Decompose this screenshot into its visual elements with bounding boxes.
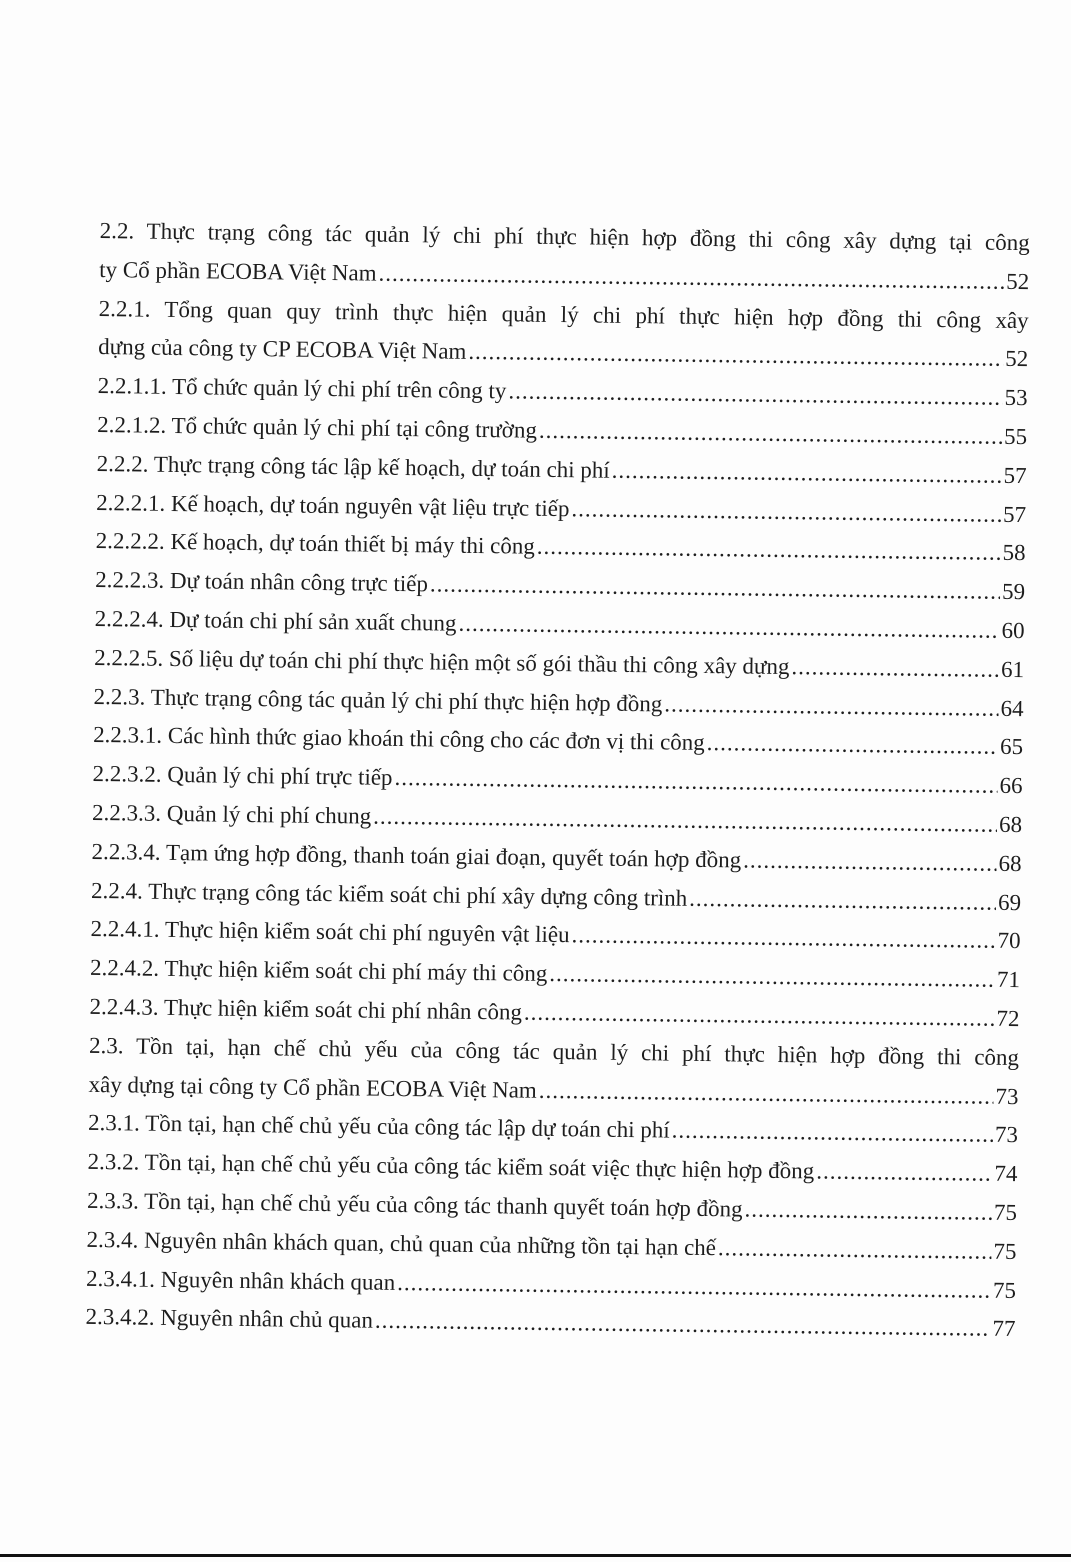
toc-entry-title-line: 2.2.1. Tổng quan quy trình thực hiện quản lý chi phí thực hiện hợp đồng thi công xây xyxy=(98,295,1029,333)
dot-leader xyxy=(718,1229,992,1271)
toc-entry-title: 2.2.2.1. Kế hoạch, dự toán nguyên vật liệu trực tiếp xyxy=(96,489,570,521)
toc-entry-title: 2.2.1.1. Tổ chức quản lý chi phí trên công ty xyxy=(97,373,507,404)
dot-leader xyxy=(571,917,995,961)
toc-entry xyxy=(98,290,1029,380)
toc-page-number: 73 xyxy=(994,1122,1019,1148)
toc-entry xyxy=(88,1027,1019,1117)
toc-entry-title: 2.2.3.2. Quản lý chi phí trực tiếp xyxy=(92,761,393,791)
toc-entry-title: 2.3.4. Nguyên nhân khách quan, chủ quan của những tồn tại hạn chế xyxy=(86,1226,717,1260)
toc-entry-title: 2.2.3.4. Tạm ứng hợp đồng, thanh toán giai đoạn, quyết toán hợp đồng xyxy=(91,838,742,873)
toc-page-number: 57 xyxy=(1003,462,1027,488)
dot-leader xyxy=(549,955,995,1000)
toc-entry-title: 2.2.4. Thực trạng công tác kiểm soát chi phí xây dựng công trình xyxy=(90,877,688,911)
toc-entry-title: dựng của công ty CP ECOBA Việt Nam xyxy=(98,334,467,365)
toc-entry-title: 2.3.4.2. Nguyên nhân chủ quan xyxy=(85,1304,374,1333)
toc-page-number: 71 xyxy=(996,966,1021,993)
toc-entry-title: 2.2.4.1. Thực hiện kiểm soát chi phí nguyên vật liệu xyxy=(90,916,570,948)
toc-entry-title: xây dựng tại công ty Cổ phần ECOBA Việt Nam xyxy=(88,1071,537,1103)
toc-page-number: 53 xyxy=(1004,385,1028,411)
dot-leader xyxy=(664,685,999,728)
toc-page-number: 66 xyxy=(999,772,1023,799)
toc-page-number: 59 xyxy=(1001,579,1026,605)
toc-page-number: 61 xyxy=(1000,656,1025,682)
toc-entry-title: 2.3.4.1. Nguyên nhân khách quan xyxy=(85,1265,396,1295)
dot-leader xyxy=(744,1190,992,1232)
dot-leader xyxy=(539,1071,994,1116)
toc-page-number: 75 xyxy=(993,1199,1018,1226)
dot-leader xyxy=(706,724,998,767)
toc-page-number: 70 xyxy=(997,928,1021,954)
toc-page-number: 52 xyxy=(1004,346,1029,372)
toc-page-number: 65 xyxy=(999,734,1024,760)
dot-leader xyxy=(612,452,1002,496)
toc-entry-title: 2.3.3. Tồn tại, hạn chế chủ yếu của công tác thanh quyết toán hợp đồng xyxy=(86,1187,743,1222)
toc-page-number: 55 xyxy=(1003,423,1028,450)
toc-page-number: 64 xyxy=(1000,695,1024,721)
toc-page-number: 68 xyxy=(998,850,1022,876)
toc-entry-title: 2.2.2.5. Số liệu dự toán chi phí thực hiện một số gói thầu thi công xây dựng xyxy=(94,644,790,679)
dot-leader xyxy=(508,373,1003,418)
toc-entry-title: 2.2.2.2. Kế hoạch, dự toán thiết bị máy thi công xyxy=(95,528,535,560)
toc-entry xyxy=(99,212,1030,302)
toc-entry-title: 2.2.4.2. Thực hiện kiểm soát chi phí máy thi công xyxy=(89,955,548,987)
toc-entry-title: 2.2.2.3. Dự toán nhân công trực tiếp xyxy=(95,567,429,597)
toc-entry-title-line: 2.2. Thực trạng công tác quản lý chi phí thực hiện hợp đồng thi công xây dựng tại công xyxy=(99,217,1030,256)
toc-entry-title-line: 2.3. Tồn tại, hạn chế chủ yếu của công tác quản lý chi phí thực hiện hợp đồng thi công xyxy=(88,1032,1020,1070)
toc-entry-title: 2.2.4.3. Thực hiện kiểm soát chi phí nhân công xyxy=(89,993,523,1025)
toc-page-number: 69 xyxy=(997,889,1022,915)
toc-page-number: 58 xyxy=(1002,540,1026,566)
toc-page-number: 57 xyxy=(1002,501,1027,527)
dot-leader xyxy=(791,648,999,690)
table-of-contents xyxy=(85,212,1030,1349)
dot-leader xyxy=(743,841,997,883)
toc-entry-title: 2.3.2. Tồn tại, hạn chế chủ yếu của công tác kiểm soát việc thực hiện hợp đồng xyxy=(87,1149,815,1184)
toc-page-number: 75 xyxy=(992,1277,1017,1303)
dot-leader xyxy=(375,1302,991,1349)
toc-page-number: 68 xyxy=(998,811,1023,838)
toc-entry-title: ty Cổ phần ECOBA Việt Nam xyxy=(99,256,377,286)
toc-entry-title: 2.2.3.1. Các hình thức giao khoán thi công cho các đơn vị thi công xyxy=(92,722,705,756)
dot-leader xyxy=(571,490,1001,534)
toc-page-number: 74 xyxy=(994,1160,1018,1187)
toc-page-number: 60 xyxy=(1001,617,1025,644)
dot-leader xyxy=(537,528,1001,573)
dot-leader xyxy=(539,412,1003,457)
toc-page-number: 75 xyxy=(993,1238,1017,1264)
toc-page-number: 77 xyxy=(992,1316,1016,1342)
toc-entry-title: 2.2.2.4. Dự toán chi phí sản xuất chung xyxy=(94,605,457,636)
dot-leader xyxy=(816,1153,993,1194)
dot-leader xyxy=(672,1112,994,1155)
toc-entry-title: 2.2.3.3. Quản lý chi phí chung xyxy=(91,799,372,829)
dot-leader xyxy=(524,994,995,1039)
toc-entry-title: 2.3.1. Tồn tại, hạn chế chủ yếu của công tác lập dự toán chi phí xyxy=(87,1110,670,1143)
bottom-edge-line xyxy=(0,1554,1071,1557)
toc-entry-title: 2.2.2. Thực trạng công tác lập kế hoạch, dự toán chi phí xyxy=(96,450,610,483)
dot-leader xyxy=(689,879,996,922)
toc-page-number: 73 xyxy=(995,1083,1019,1109)
toc-page-number: 72 xyxy=(996,1005,1020,1032)
toc-page-number: 52 xyxy=(1006,268,1030,294)
toc-entry-title: 2.2.3. Thực trạng công tác quản lý chi phí thực hiện hợp đồng xyxy=(93,683,663,716)
toc-entry-title: 2.2.1.2. Tổ chức quản lý chi phí tại công trường xyxy=(97,411,538,443)
